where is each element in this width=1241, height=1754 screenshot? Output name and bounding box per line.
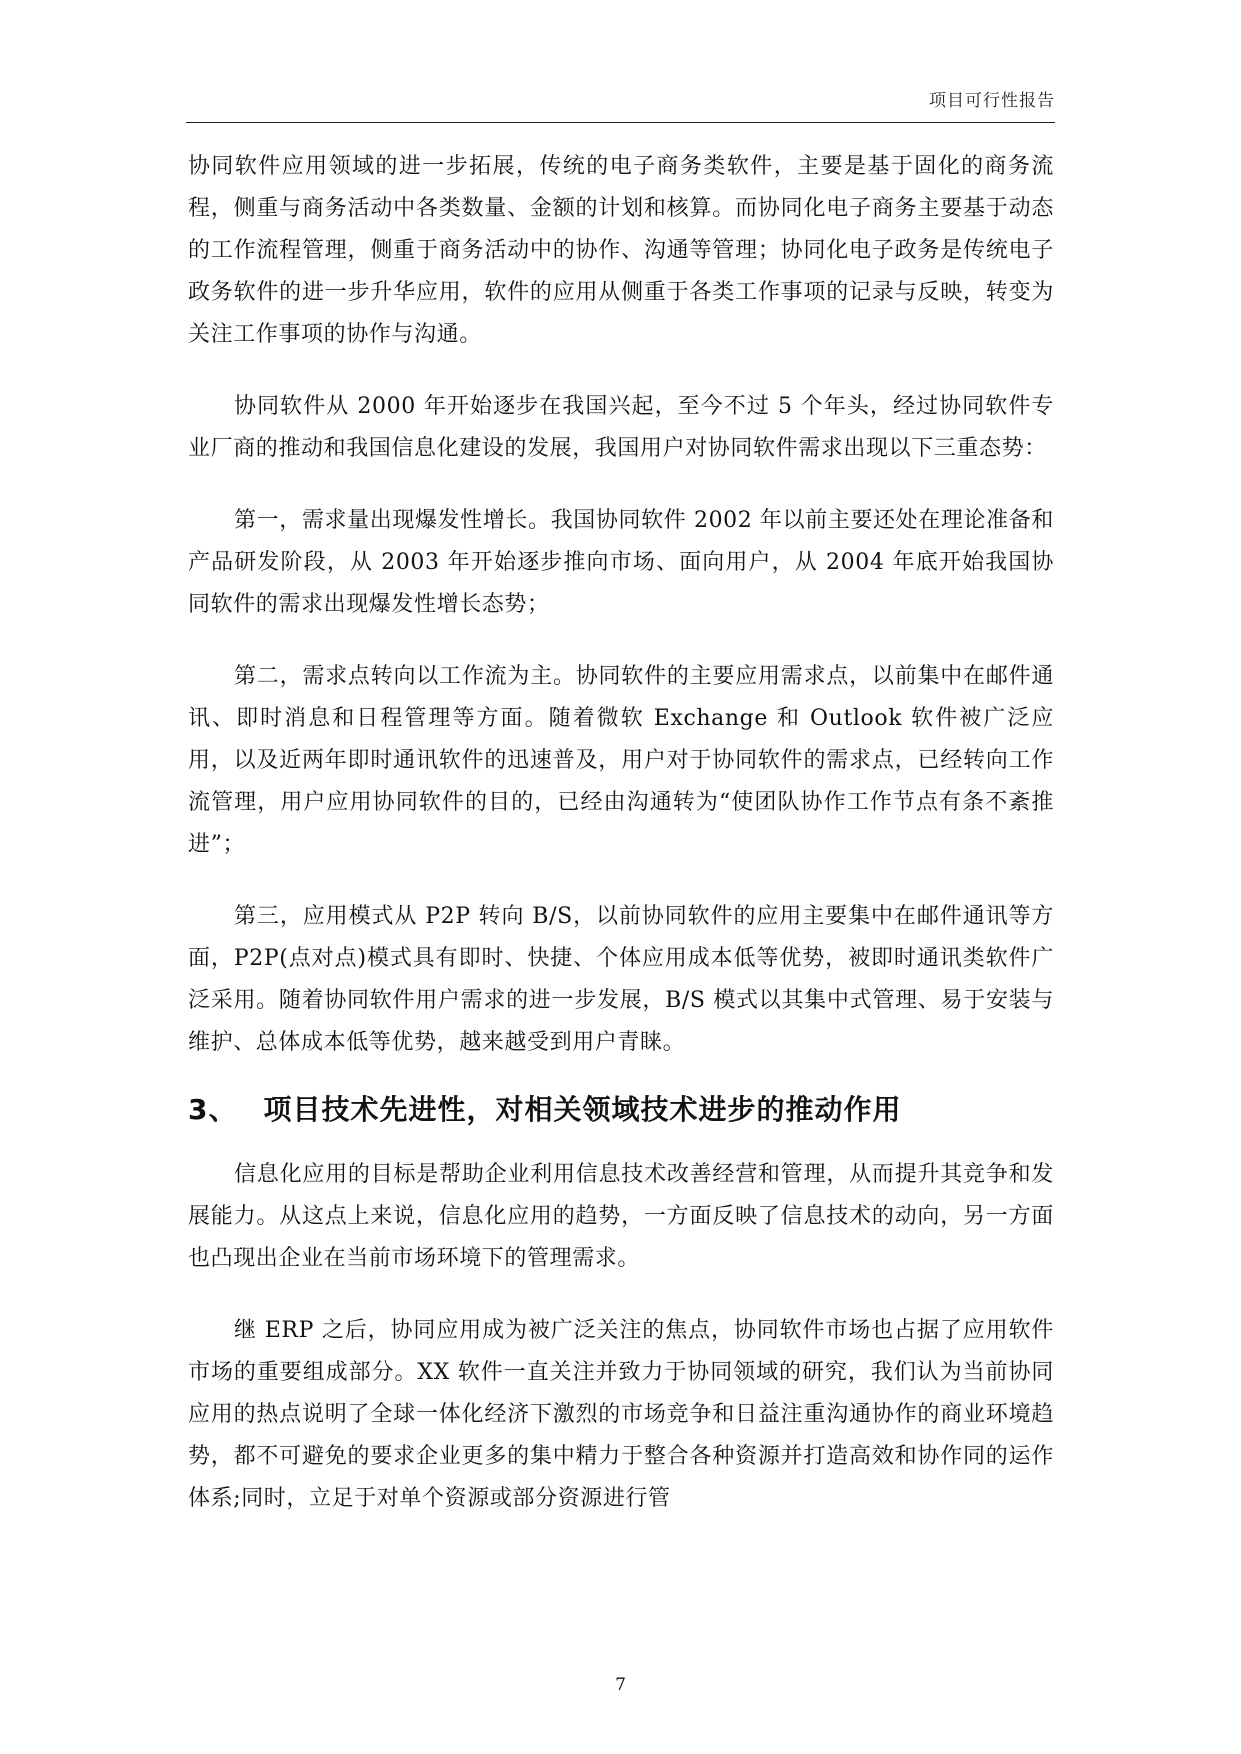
paragraph-trend-first: 第一，需求量出现爆发性增长。我国协同软件 2002 年以前主要还处在理论准备和产品研发阶段，从 2003 年开始逐步推向市场、面向用户，从 2004 年底开始我国协同软件的需求出现爆发性增长态势； <box>188 508 1054 617</box>
paragraph-trends: 协同软件从 2000 年开始逐步在我国兴起，至今不过 5 个年头，经过协同软件专业厂商的推动和我国信息化建设的发展，我国用户对协同软件需求出现以下三重态势： <box>188 394 1054 461</box>
running-header: 项目可行性报告 <box>929 91 1055 111</box>
paragraph-after-erp: 继 ERP 之后，协同应用成为被广泛关注的焦点，协同软件市场也占据了应用软件市场的重要组成部分。XX 软件一直关注并致力于协同领域的研究，我们认为当前协同应用的热点说明了全球一体化经济下激烈的市场竞争和日益注重沟通协作的商业环境趋势，都不可避免的要求企业更多的集中精力于整合各种资源并打造高效和协作同的运作体系;同时，立足于对单个资源或部分资源进行管 <box>188 1318 1054 1511</box>
body-content <box>188 146 1054 1520</box>
section-title: 项目技术先进性，对相关领域技术进步的推动作用 <box>263 1093 902 1126</box>
section-number: 3、 <box>188 1093 238 1126</box>
section-heading <box>188 1090 1054 1130</box>
paragraph-trend-second: 第二，需求点转向以工作流为主。协同软件的主要应用需求点，以前集中在邮件通讯、即时消息和日程管理等方面。随着微软 Exchange 和 Outlook 软件被广泛应用，以及近两年即时通讯软件的迅速普及，用户对于协同软件的需求点，已经转向工作流管理，用户应用协同软件的目的，已经由沟通转为“使团队协作工作节点有条不紊推进”； <box>188 664 1054 857</box>
page-number: 7 <box>615 1675 626 1695</box>
header-divider <box>186 122 1055 123</box>
paragraph-info-goal: 信息化应用的目标是帮助企业利用信息技术改善经营和管理，从而提升其竞争和发展能力。从这点上来说，信息化应用的趋势，一方面反映了信息技术的动向，另一方面也凸现出企业在当前市场环境下的管理需求。 <box>188 1162 1054 1271</box>
paragraph-trend-third: 第三，应用模式从 P2P 转向 B/S，以前协同软件的应用主要集中在邮件通讯等方面，P2P(点对点)模式具有即时、快捷、个体应用成本低等优势，被即时通讯类软件广泛采用。随着协同软件用户需求的进一步发展，B/S 模式以其集中式管理、易于安装与维护、总体成本低等优势，越来越受到用户青睐。 <box>188 904 1055 1055</box>
paragraph-intro: 协同软件应用领域的进一步拓展，传统的电子商务类软件，主要是基于固化的商务流程，侧重与商务活动中各类数量、金额的计划和核算。而协同化电子商务主要基于动态的工作流程管理，侧重于商务活动中的协作、沟通等管理；协同化电子政务是传统电子政务软件的进一步升华应用，软件的应用从侧重于各类工作事项的记录与反映，转变为关注工作事项的协作与沟通。 <box>188 154 1054 347</box>
